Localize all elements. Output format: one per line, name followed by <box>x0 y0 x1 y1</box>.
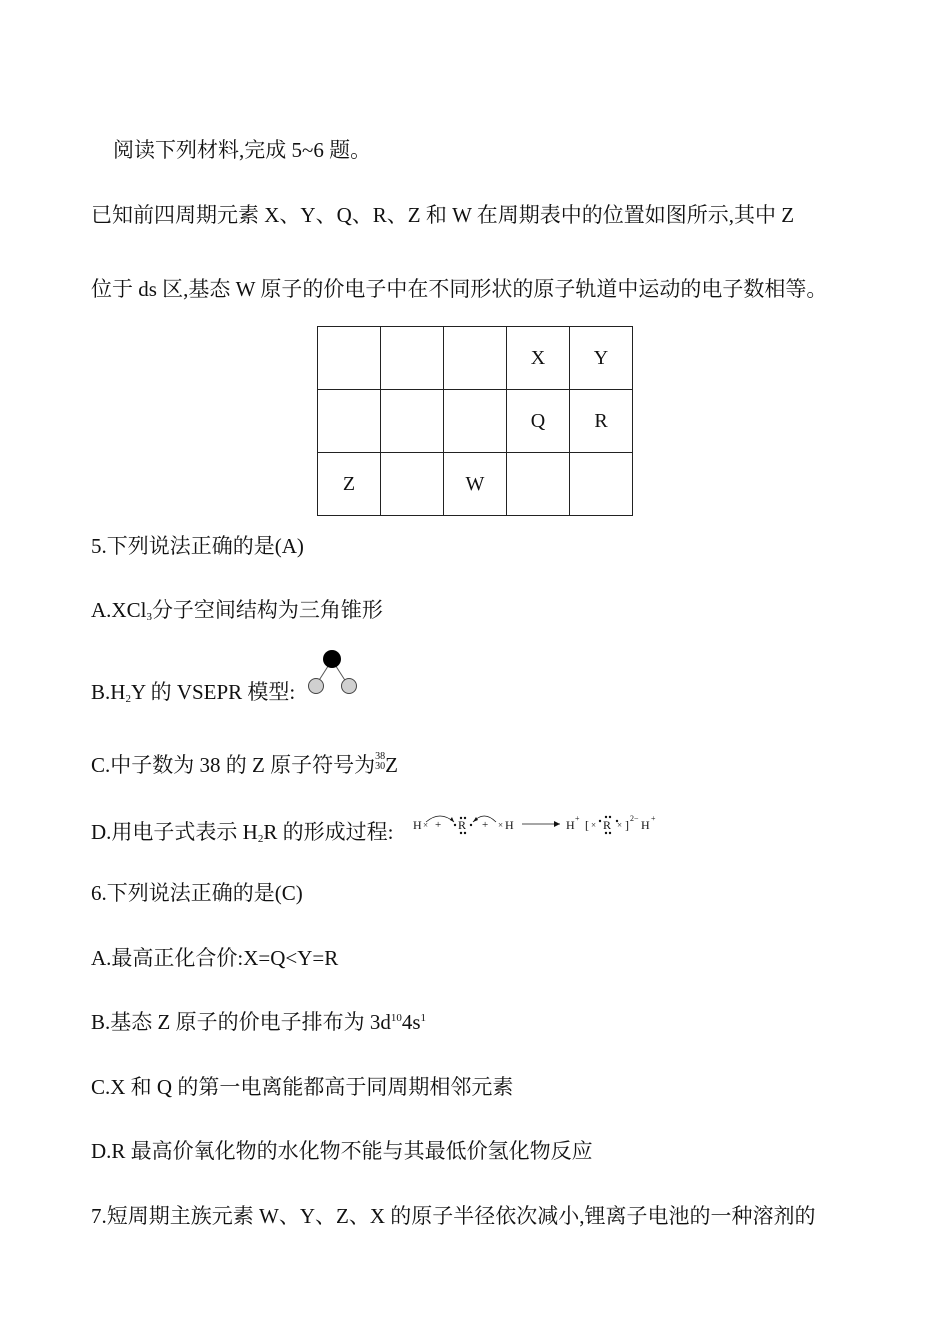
svg-text:×: × <box>498 820 504 830</box>
central-atom-sphere <box>323 650 341 668</box>
table-cell <box>318 327 381 390</box>
svg-text:+: + <box>651 814 656 823</box>
svg-text:×: × <box>423 820 429 830</box>
svg-text:H: H <box>641 818 650 832</box>
q5-option-c: C.中子数为 38 的 Z 原子符号为 38 30 Z <box>91 751 398 777</box>
table-cell: W <box>444 453 507 516</box>
svg-text:×: × <box>591 820 597 830</box>
svg-text:+: + <box>575 814 580 823</box>
svg-text:×: × <box>617 820 623 830</box>
table-cell: R <box>570 390 633 453</box>
q7-stem: 7.短周期主族元素 W、Y、Z、X 的原子半径依次减小,锂离子电池的一种溶剂的 <box>91 1204 816 1228</box>
table-cell: X <box>507 327 570 390</box>
q6-option-c: C.X 和 Q 的第一电离能都高于同周期相邻元素 <box>91 1075 514 1099</box>
q6-stem: 6.下列说法正确的是(C) <box>91 881 303 905</box>
q6-option-a: A.最高正化合价:X=Q<Y=R <box>91 946 339 970</box>
ligand-atom-sphere <box>309 679 324 694</box>
nuclide-notation: 38 30 <box>375 751 386 772</box>
svg-text:+: + <box>482 819 489 831</box>
table-cell <box>444 327 507 390</box>
table-cell: Q <box>507 390 570 453</box>
table-cell: Y <box>570 327 633 390</box>
table-cell <box>570 453 633 516</box>
table-cell <box>381 390 444 453</box>
q6-option-d: D.R 最高价氧化物的水化物不能与其最低价氢化物反应 <box>91 1139 593 1163</box>
table-cell <box>318 390 381 453</box>
intro-text: 阅读下列材料,完成 5~6 题。 <box>113 138 372 162</box>
table-cell <box>507 453 570 516</box>
svg-text:[: [ <box>585 818 589 832</box>
svg-text:+: + <box>435 819 442 831</box>
table-cell: Z <box>318 453 381 516</box>
electron-formula-figure <box>410 804 670 844</box>
material-line-1: 已知前四周期元素 X、Y、Q、R、Z 和 W 在周期表中的位置如图所示,其中 Z <box>91 203 795 227</box>
q5-option-d: D.用电子式表示 $H_2R$ 的形成过程: <box>91 820 394 845</box>
svg-text:2−: 2− <box>630 814 639 823</box>
q5-stem: 5.下列说法正确的是(A) <box>91 534 304 558</box>
material-line-2: 位于 ds 区,基态 W 原子的价电子中在不同形状的原子轨道中运动的电子数相等。 <box>91 277 828 301</box>
table-cell <box>444 390 507 453</box>
ligand-atom-sphere <box>342 679 357 694</box>
svg-text:]: ] <box>625 818 629 832</box>
svg-text:H: H <box>566 818 575 832</box>
q6-option-b: B.基态 Z 原子的价电子排布为 $3d^{10}4s^1$ <box>91 1010 427 1034</box>
q5-option-b: $B.H_2Y$ 的 VSEPR 模型: <box>91 680 296 705</box>
svg-text:R: R <box>603 818 612 832</box>
svg-text:H: H <box>505 818 514 832</box>
table-cell <box>381 453 444 516</box>
table-cell <box>381 327 444 390</box>
svg-text:H: H <box>413 818 422 832</box>
q5-option-a: A.XCl$_3$分子空间结构为三角锥形 <box>91 598 383 623</box>
periodic-table-fragment <box>317 326 633 516</box>
svg-text:R: R <box>458 818 467 832</box>
vsepr-model-figure <box>303 647 363 697</box>
